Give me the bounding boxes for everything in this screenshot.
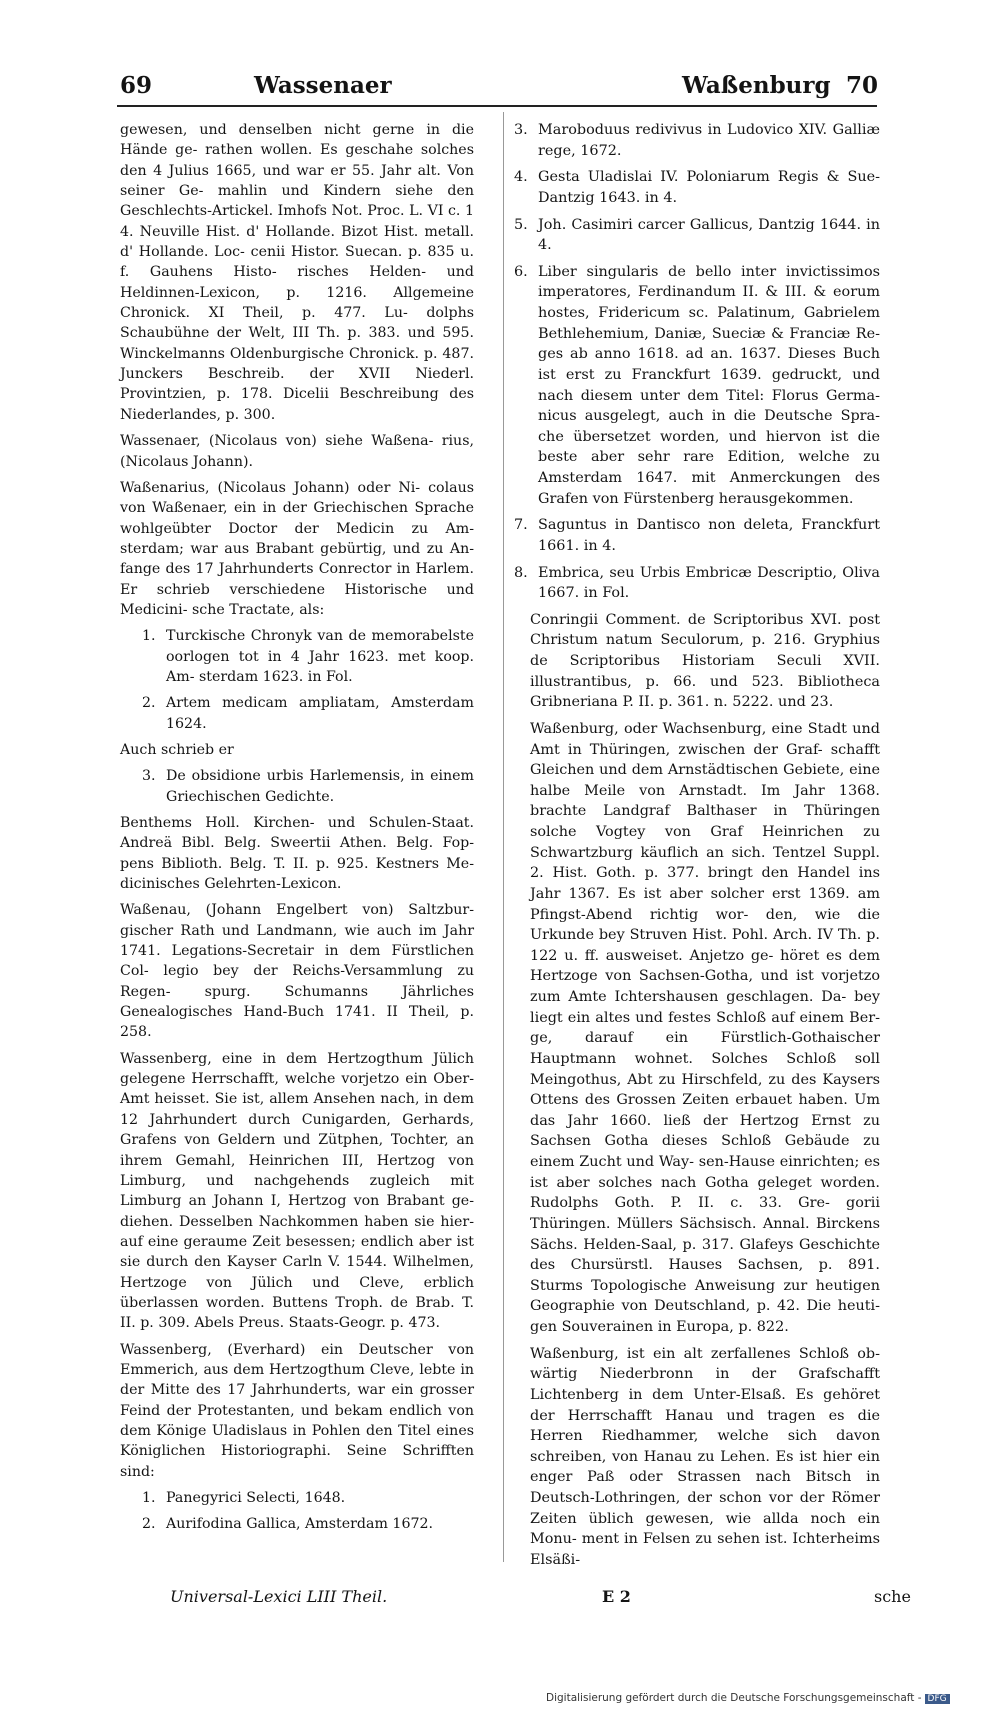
numbered-entry [120,1488,474,1508]
signature-mark: Universal-Lexici LIII Theil. [170,1587,388,1606]
numbered-entry [514,262,880,510]
entry-number: 5. [514,216,528,233]
numbered-entry [514,515,880,556]
numbered-entry [514,167,880,208]
page-number-right: 70 [846,72,879,99]
numbered-entry [514,215,880,256]
paragraph: Auch schrieb er [120,741,234,758]
numbered-entry [514,563,880,604]
running-head-left: Wassenaer [254,72,392,99]
paragraph: Conringii Comment. de Scriptoribus XVI. post Christum natum Seculorum, p. 216. Gryphius de Scriptoribus Historiam Seculi XVII. illustrantibus, p. 66. und 523. Bibliotheca Gribneriana P. II. p. 361. n. 5222. und 23. [530,611,880,711]
paragraph: gewesen, und denselben nicht gerne in die Hände ge- rathen wollen. Es geschahe solches den 4 Julius 1665, und war er 55. Jahr alt. Von seiner Ge- mahlin und Kindern siehe den Geschlechts-Artickel. Imhofs Not. Proc. L. VI c. 1 4. Neuville Hist. d' Hollande. Bizot Hist. metall. d' Hollande. Loc- cenii Histor. Suecan. p. 835 u. f. Gauhens Histo- risches Helden- und Heldinnen-Lexicon, p. 1216. Allgemeine Chronick. XI Theil, p. 477. Lu- dolphs Schaubühne der Welt, III Th. p. 383. und 595. Winckelmanns Oldenburgische Chronick. p. 487. Junckers Beschreib. der XVII Niederl. Provintzien, p. 178. Dicelii Beschreibung des Niederlandes, p. 300. [120,122,474,423]
paragraph: Wassenberg, eine in dem Hertzogthum Jülich gelegene Herrschafft, welche vorjetzo ein Ober-Amt heisset. Sie ist, allem Ansehen nach, in dem 12 Jahrhundert durch Cunigarden, Gerhards, Grafens von Geldern und Zütphen, Tochter, an ihrem Gemahl, Heinrichen III, Hertzog von Limburg, und nachgehends zugleich mit Limburg an Johann I, Hertzog von Brabant ge- diehen. Desselben Nachkommen haben sie hier- auf eine geraume Zeit besessen; endlich aber ist sie durch den Kayser Carln V. 1544. Wilhelmen, Hertzoge von Jülich und Cleve, erblich überlassen worden. Buttens Troph. de Brab. T. II. p. 309. Abels Preus. Staats-Geogr. p. 473. [120,1050,474,1332]
entry-number: 8. [514,564,528,581]
header-rule [117,105,877,107]
entry-number: 3. [514,122,528,138]
entry-number: 4. [514,169,528,186]
entry-text: Maroboduus redivivus in Ludovico XIV. Galliæ rege, 1672. [538,122,880,159]
entry-text: Aurifodina Gallica, Amsterdam 1672. [166,1516,434,1533]
paragraph: Wassenaer, (Nicolaus von) siehe Waßena- rius, (Nicolaus Johann). [120,433,474,470]
column-divider [503,112,504,1562]
entry-number: 2. [142,1516,156,1533]
numbered-entry [120,693,474,734]
numbered-entry [514,120,880,161]
paragraph: Waßenarius, (Nicolaus Johann) oder Ni- colaus von Waßenaer, ein in der Griechischen Sprache wohlgeübter Doctor der Medicin zu Am- sterdam; war aus Brabant gebürtig, und zu An- fange des 17 Jahrhunderts Conrector in Harlem. Er schrieb verschiedene Historische und Medicini- sche Tractate, als: [120,479,474,618]
paragraph: Benthems Holl. Kirchen- und Schulen-Staat. Andreä Bibl. Belg. Sweertii Athen. Belg. Fop- pens Biblioth. Belg. T. II. p. 925. Kestners Me- dicinisches Gelehrten-Lexicon. [120,815,474,893]
paragraph: Wassenberg, (Everhard) ein Deutscher von Emmerich, aus dem Hertzogthum Cleve, lebte in der Mitte des 17 Jahrhunderts, war ein grosser Feind der Protestanten, und bekam endlich von dem Könige Uladislaus in Pohlen den Titel eines Königlichen Historiographi. Seine Schrifften sind: [120,1341,474,1480]
entry-number: 3. [142,768,156,785]
numbered-entry [120,1514,474,1534]
paragraph: Waßenburg, ist ein alt zerfallenes Schloß ob- wärtig Niederbronn in der Grafschafft Lichtenberg in dem Unter-Elsaß. Es gehöret der Herrschafft Hanau und tragen es die Herren Riedhammer, welche sich davon schreiben, von Hanau zu Lehen. Es ist hier ein enger Paß oder Strassen nach Bitsch in Deutsch-Lothringen, der schon vor der Römer Zeiten üblich gewesen, wie allda noch ein Monu- ment in Felsen zu sehen ist. Ichterheims Elsäßi- [530,1345,880,1568]
entry-number: 1. [142,628,156,645]
numbered-entry [120,626,474,687]
entry-text: Saguntus in Dantisco non deleta, Franckfurt 1661. in 4. [538,517,880,554]
footer-text: Digitalisierung gefördert durch die Deutsche Forschungsgemeinschaft - [546,1692,922,1704]
paragraph: Waßenburg, oder Wachsenburg, eine Stadt und Amt in Thüringen, zwischen der Graf- schafft Gleichen und dem Arnstädtischen Gebiete, eine halbe Meile von Arnstadt. Im Jahr 1368. brachte Landgraf Balthaser in Thüringen solche Vogtey von Graf Heinrichen zu Schwartzburg käuflich an sich. Tentzel Suppl. 2. Hist. Goth. p. 377. bringt den Handel ins Jahr 1367. Es ist aber solcher erst 1369. am Pfingst-Abend richtig wor- den, wie die Urkunde bey Struven Hist. Pohl. Arch. IV Th. p. 122 u. ff. ausweiset. Anjetzo ge- höret es dem Hertzoge von Sachsen-Gotha, und ist vorjetzo zum Amte Ichtershausen geschlagen. Da- bey liegt ein altes und festes Schloß auf einem Ber- ge, darauf ein Fürstlich-Gothaischer Hauptmann wohnet. Solches Schloß soll Meingothus, Abt zu Hirschfeld, zu des Kaysers Ottens des Grossen Zeiten erbauet haben. Um das Jahr 1660. ließ der Hertzog Ernst zu Sachsen Gotha dieses Schloß Gebäude zu einem Zucht und Way- sen-Hause einrichten; es ist aber solches nach Gotha geleget worden. Rudolphs Goth. P. II. c. 33. Gre- gorii Thüringen. Müllers Sächsisch. Annal. Birckens Sächs. Helden-Saal, p. 317. Glafeys Geschichte des Chursürstl. Hauses Sachsen, p. 891. Sturms Topologische Anweisung zur heutigen Geographie von Deutschland, p. 42. Die heuti- gen Souverainen in Europa, p. 822. [530,720,880,1335]
entry-text: Joh. Casimiri carcer Gallicus, Dantzig 1644. in 4. [538,216,880,254]
dfg-logo: DFG [925,1694,950,1704]
right-column [514,120,880,1571]
entry-number: 2. [142,695,156,712]
numbered-entry [120,766,474,807]
entry-number: 1. [142,1490,156,1506]
digitization-footer [546,1692,950,1704]
entry-text: Gesta Uladislai IV. Poloniarum Regis & Sue- Dantzig 1643. in 4. [538,169,880,206]
entry-text: Panegyrici Selecti, 1648. [166,1490,346,1506]
sheet-signature: E 2 [602,1587,631,1606]
catchword: sche [874,1587,911,1606]
running-head-right: Waßenburg [682,72,831,99]
paragraph: Waßenau, (Johann Engelbert von) Saltzbur- gischer Rath und Landmann, wie auch im Jahr 1741. Legations-Secretair in dem Fürstlichen Col- legio bey der Reichs-Versammlung zu Regen- spurg. Schumanns Jährliches Genealogisches Hand-Buch 1741. II Theil, p. 258. [120,902,474,1041]
entry-text: Artem medicam ampliatam, Amsterdam 1624. [166,695,474,732]
entry-text: Liber singularis de bello inter invictissimos imperatores, Ferdinandum II. & III. & eorum hostes, Fridericum sc. Palatinum, Gabrielem Bethlehemium, Daniæ, Sueciæ & Franciæ Re- ges ab anno 1618. ad an. 1637. Dieses Buch ist erst zu Franckfurt 1639. gedruckt, und nach diesem unter dem Titel: Florus Germa- nicus ausgelegt, auch in die Deutsche Spra- che übersetzet worden, und hiervon ist die beste aber sehr rare Edition, welche zu Amsterdam 1647. mit Anmerckungen des Grafen von Fürstenberg herausgekommen. [538,263,880,507]
entry-number: 7. [514,517,528,534]
entry-text: De obsidione urbis Harlemensis, in einem Griechischen Gedichte. [166,768,474,805]
entry-text: Embrica, seu Urbis Embricæ Descriptio, Oliva 1667. in Fol. [538,564,880,602]
page-number-left: 69 [120,72,153,99]
entry-number: 6. [514,263,528,280]
entry-text: Turckische Chronyk van de memorabelste oorlogen tot in 4 Jahr 1623. met koop. Am- sterdam 1623. in Fol. [166,628,474,685]
left-column [120,120,474,1535]
